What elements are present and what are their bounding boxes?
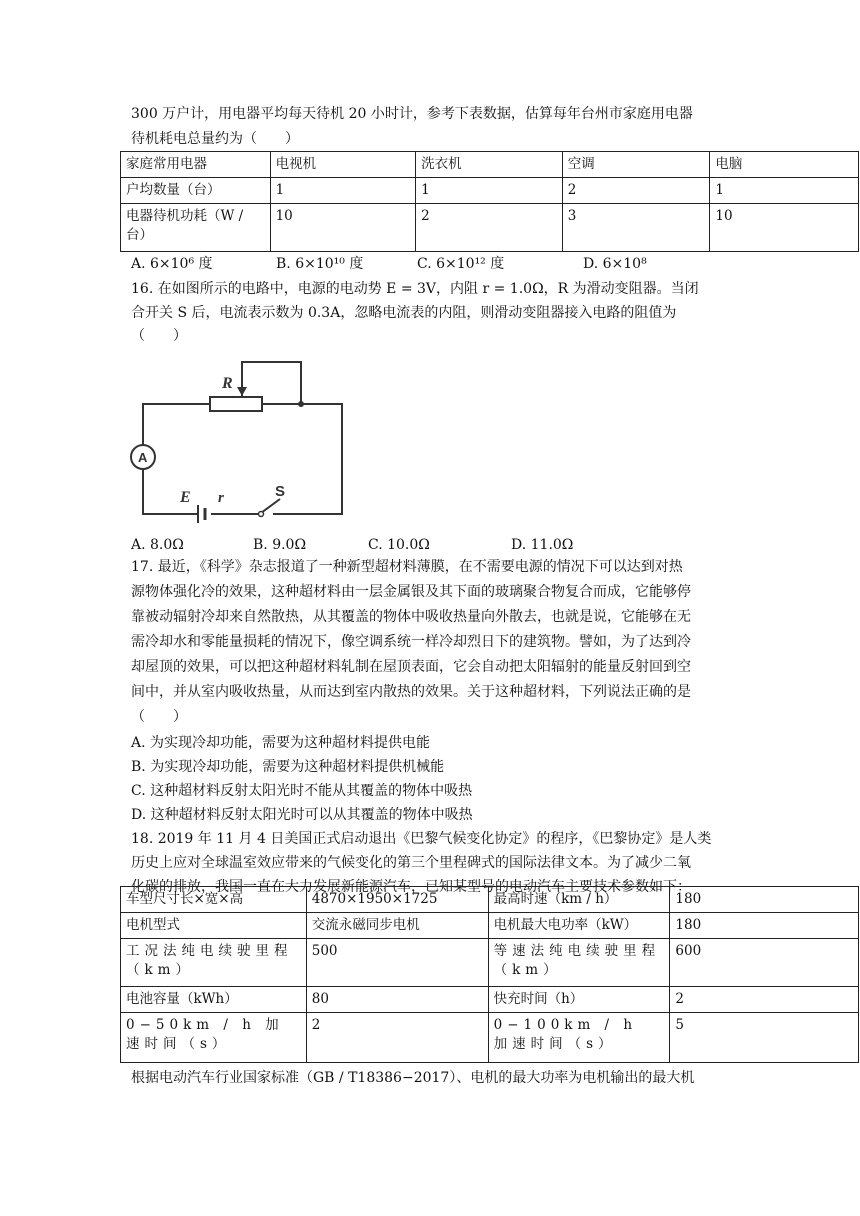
label-r: r: [218, 490, 224, 506]
table-cell: 户均数量（台）: [121, 178, 271, 204]
table-cell: 2: [562, 178, 710, 204]
q18-last-line: 根据电动汽车行业国家标准（GB / T18386−2017）、电机的最大功率为电机输出的最大机: [131, 1070, 695, 1086]
q17-option-b: B. 为实现冷却功能，需要为这种超材料提供机械能: [131, 759, 445, 775]
table-cell: 洗衣机: [416, 152, 563, 178]
q17-option-a: A. 为实现冷却功能，需要为这种超材料提供电能: [131, 735, 431, 751]
table-cell: 4870×1950×1725: [306, 887, 488, 913]
table-row: [121, 913, 859, 939]
q17-option-c: C. 这种超材料反射太阳光时不能从其覆盖的物体中吸热: [131, 783, 473, 799]
junction-dot: [298, 401, 304, 407]
table-cell: 600: [670, 939, 859, 987]
table-cell: 电机型式: [121, 913, 307, 939]
table-row: [121, 887, 859, 913]
table-cell: 10: [710, 204, 859, 252]
q16-line-3: （ ）: [131, 328, 187, 344]
table-cell: 最高时速（km / h）: [488, 887, 670, 913]
table-cell: 10: [270, 204, 416, 252]
q15-intro-line-1: 300 万户计，用电器平均每天待机 20 小时计，参考下表数据，估算每年台州市家庭用电器: [131, 106, 693, 122]
table-cell: 2: [306, 1013, 488, 1063]
q17-line: 靠被动辐射冷却来自然散热，从其覆盖的物体中吸收热量向外散去，也就是说，它能够在无: [131, 609, 691, 625]
table-cell: 0−100km / h 加速时间（s）: [488, 1013, 670, 1063]
q17-option-d: D. 这种超材料反射太阳光时可以从其覆盖的物体中吸热: [131, 807, 473, 823]
q17-line: 源物体强化冷的效果，这种超材料由一层金属银及其下面的玻璃聚合物复合而成，它能够停: [131, 584, 691, 600]
table-cell: 家庭常用电器: [121, 152, 271, 178]
table-cell: 工况法纯电续驶里程（km）: [121, 939, 307, 987]
table-cell: 2: [670, 987, 859, 1013]
option-b: B. 6×10¹⁰ 度: [276, 256, 364, 272]
table-cell: 电机最大电功率（kW）: [488, 913, 670, 939]
option-b: B. 9.0Ω: [253, 537, 307, 553]
option-c: C. 6×10¹² 度: [417, 256, 505, 272]
q17-line: （ ）: [131, 709, 187, 725]
table-cell: 2: [416, 204, 563, 252]
slider-arrow-icon: [237, 387, 247, 396]
q17-line: 却屋顶的效果，可以把这种超材料轧制在屋顶表面，它会自动把太阳辐射的能量反射回到空: [131, 659, 691, 675]
table-cell: 车型尺寸长×宽×高: [121, 887, 307, 913]
table-cell: 3: [562, 204, 710, 252]
table-row: [121, 987, 859, 1013]
q17-line: 需冷却水和零能量损耗的情况下，像空调系统一样冷却烈日下的建筑物。譬如，为了达到冷: [131, 634, 691, 650]
q18-line: 化碳的排放，我国一直在大力发展新能源汽车，已知某型号的电动汽车主要技术参数如下：: [131, 879, 691, 895]
table-cell: 500: [306, 939, 488, 987]
q15-intro-line-2: 待机耗电总量约为（ ）: [131, 131, 299, 147]
table-cell: 0−50km / h 加速时间（s）: [121, 1013, 307, 1063]
option-c: C. 10.0Ω: [368, 537, 430, 553]
table-row: [121, 1013, 859, 1063]
table-cell: 电器待机功耗（W / 台）: [121, 204, 271, 252]
option-d: D. 6×10⁸: [583, 256, 647, 272]
table-cell: 80: [306, 987, 488, 1013]
label-S: S: [275, 483, 286, 500]
table-cell: 快充时间（h）: [488, 987, 670, 1013]
option-d: D. 11.0Ω: [511, 537, 574, 553]
table-cell: 180: [670, 887, 859, 913]
q17-line: 间中，并从室内吸收热量，从而达到室内散热的效果。关于这种超材料，下列说法正确的是: [131, 684, 691, 700]
circuit-diagram: [128, 356, 348, 526]
table-row: [121, 204, 859, 252]
table-cell: 1: [710, 178, 859, 204]
option-a: A. 8.0Ω: [131, 537, 184, 553]
q15-appliance-table: [120, 151, 859, 252]
label-R: R: [222, 375, 233, 392]
table-cell: 交流永磁同步电机: [306, 913, 488, 939]
q18-line: 18. 2019 年 11 月 4 日美国正式启动退出《巴黎气候变化协定》的程序，《巴黎协定》是人类: [131, 831, 712, 847]
q18-line: 历史上应对全球温室效应带来的气候变化的第三个里程碑式的国际法律文本。为了减少二氧: [131, 855, 691, 871]
table-cell: 电视机: [270, 152, 416, 178]
table-cell: 1: [270, 178, 416, 204]
q18-spec-table: [120, 886, 859, 1063]
table-cell: 5: [670, 1013, 859, 1063]
table-cell: 电脑: [710, 152, 859, 178]
table-cell: 1: [416, 178, 563, 204]
q16-line-2: 合开关 S 后，电流表示数为 0.3A，忽略电流表的内阻，则滑动变阻器接入电路的阻值为: [131, 305, 677, 321]
table-row: [121, 178, 859, 204]
table-cell: 等速法纯电续驶里程（km）: [488, 939, 670, 987]
switch-contact: [259, 512, 264, 517]
option-a: A. 6×10⁶ 度: [131, 256, 213, 272]
q17-line: 17. 最近，《科学》杂志报道了一种新型超材料薄膜，在不需要电源的情况下可以达到对热: [131, 559, 683, 575]
table-cell: 180: [670, 913, 859, 939]
table-row: [121, 152, 859, 178]
table-cell: 空调: [562, 152, 710, 178]
label-E: E: [180, 489, 191, 506]
label-A: A: [138, 450, 148, 465]
table-cell: 电池容量（kWh）: [121, 987, 307, 1013]
q16-line-1: 16. 在如图所示的电路中，电源的电动势 E = 3V，内阻 r = 1.0Ω，R 为滑动变阻器。当闭: [131, 281, 699, 297]
table-row: [121, 939, 859, 987]
